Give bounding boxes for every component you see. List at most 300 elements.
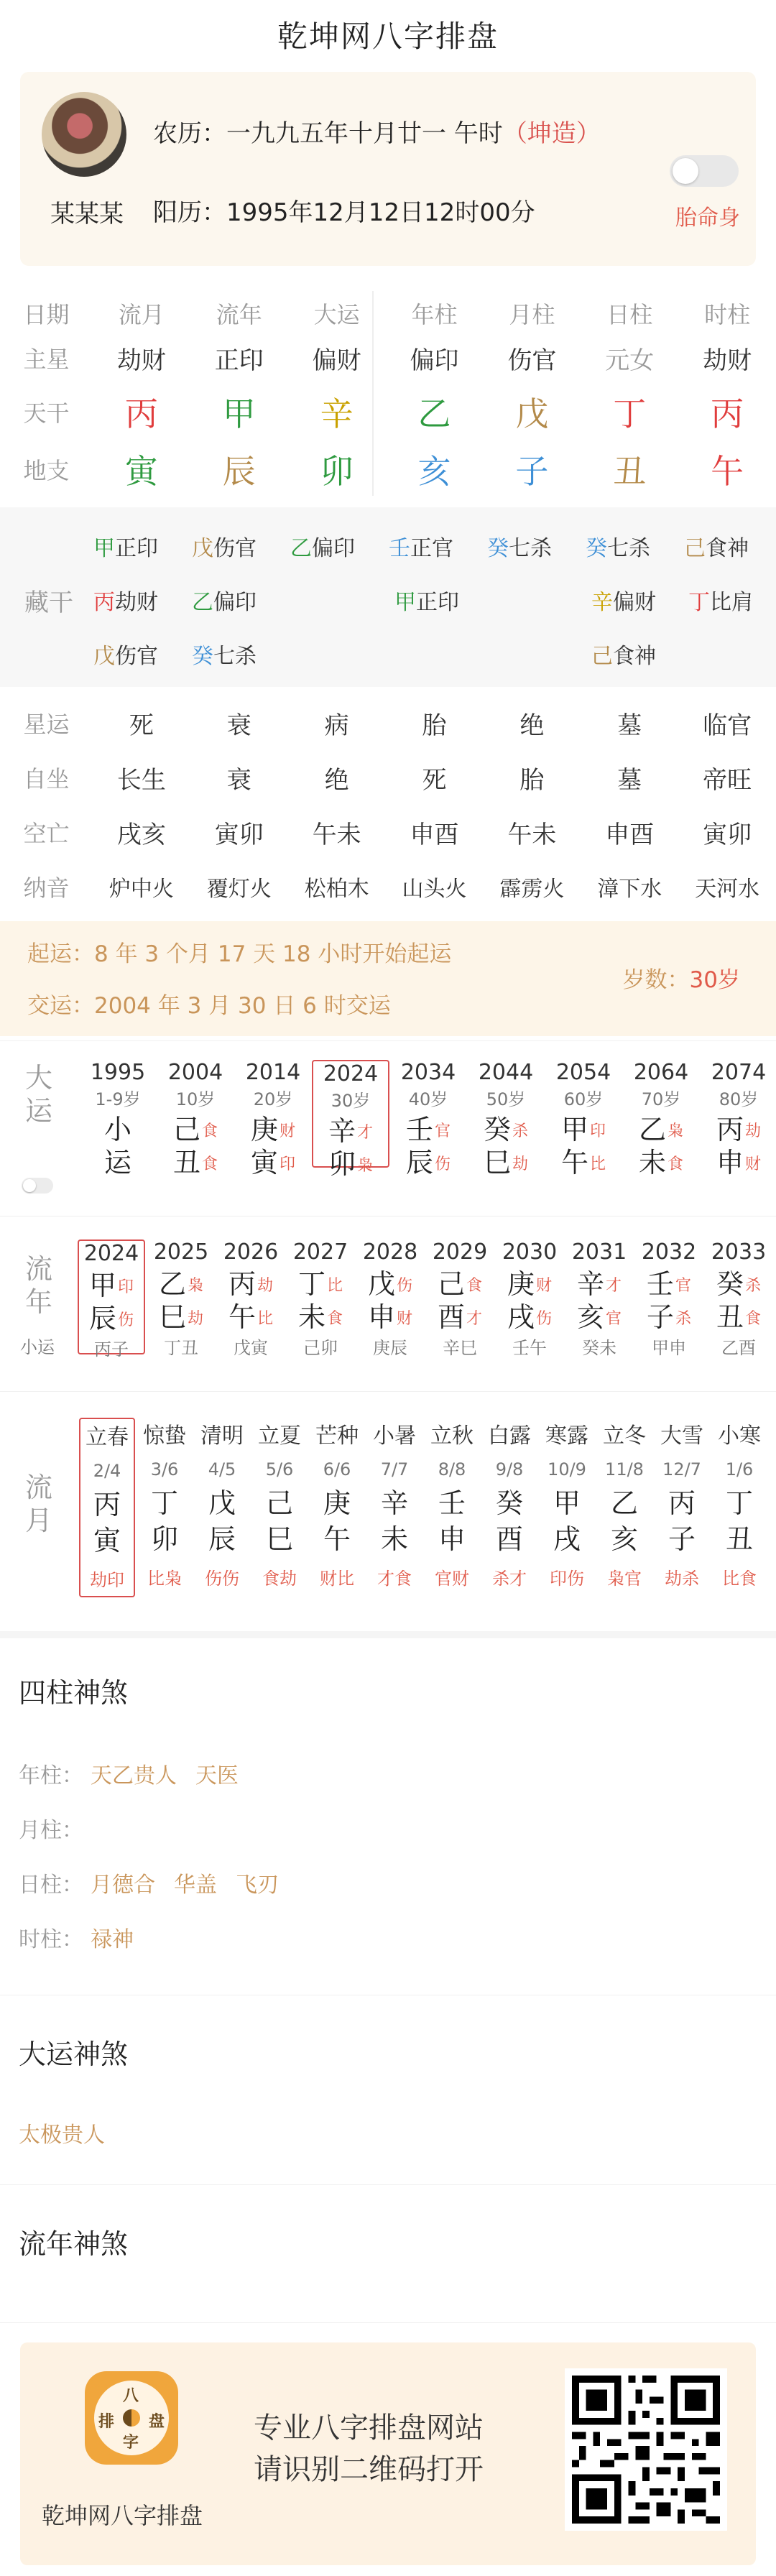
liuyue-label: 流月 [24,1472,52,1536]
dayun-year: 2054 [555,1060,611,1085]
xiaoyun-ganzhi: 壬午 [512,1338,547,1358]
liunian-column[interactable] [705,1239,772,1358]
shishen-tag: 伤 [397,1276,413,1295]
jieqi-date: 12/7 [662,1459,701,1479]
jieqi-name: 芒种 [315,1423,359,1449]
canggan-item: 丙劫财 [93,590,158,615]
dayun-column[interactable] [157,1060,234,1178]
jieqi-date: 5/6 [265,1459,294,1479]
liunian-column[interactable] [426,1239,494,1358]
zhi-char: 午 [560,1147,588,1178]
dayun-column[interactable] [700,1060,776,1178]
shishen-tag: 才 [466,1309,483,1328]
gan-char: 壬 [646,1268,674,1300]
dayun-year: 2014 [245,1060,301,1085]
liuyue-column[interactable] [309,1418,365,1597]
liuyue-zhi: 子 [668,1523,696,1555]
liuyue-column[interactable] [481,1418,537,1597]
liuyue-zhi: 丑 [725,1523,753,1555]
jieqi-name: 立春 [86,1425,129,1450]
xiaoyun-ganzhi: 甲申 [652,1338,686,1358]
liunian-label: 流年 [24,1253,52,1318]
liunian-gan [217,1268,285,1301]
row-label: 星运 [23,711,70,738]
liuyue-column[interactable] [654,1418,710,1597]
liunian-year: 2028 [362,1239,418,1265]
gan-char: 小 [103,1114,131,1145]
zhi-char: 寅 [250,1147,278,1178]
liuyue-shishen: 杀才 [492,1569,527,1589]
dayun-year: 1995 [90,1060,146,1085]
zhi-char: 未 [297,1301,325,1333]
shensha-row: 时柱： 禄神 [19,1927,134,1952]
tiangan-cell: 甲 [222,394,256,433]
liuyue-column[interactable] [194,1418,250,1597]
liuyue-shishen: 劫杀 [665,1569,699,1589]
xingyun-cell: 衰 [226,711,251,740]
jieqi-name: 小寒 [718,1423,761,1449]
app-logo-icon: 八 排 盘 字 [85,2371,178,2465]
xiaoyun-ganzhi: 戊寅 [234,1338,268,1358]
shishen-tag: 才 [357,1123,374,1142]
kongwang-cell: 午未 [507,820,557,849]
dayun-age: 10岁 [175,1089,216,1109]
dizhi-cell: 子 [515,452,549,491]
canggan-item: 戊伤官 [93,644,158,669]
gan-char: 辛 [328,1115,356,1147]
gan-char: 甲 [560,1114,588,1145]
dayun-year: 2074 [711,1060,767,1085]
canggan-item: 癸七杀 [487,536,552,561]
dizhi-cell: 卯 [320,452,354,491]
zhuxing-cell: 劫财 [703,346,752,375]
zhuxing-cell: 偏印 [410,346,459,375]
gan-char: 癸 [716,1268,744,1300]
jieqi-date: 9/8 [495,1459,524,1479]
liunian-column[interactable] [356,1239,424,1358]
liuyue-column[interactable] [79,1418,135,1597]
liuyue-shishen: 比枭 [147,1569,182,1589]
row-label-zhuxing: 主星 [23,346,70,373]
zhi-char: 申 [716,1147,744,1178]
gan-char: 壬 [405,1114,433,1145]
canggan-item: 乙偏印 [192,590,257,615]
row-label: 空亡 [23,820,70,847]
shishen-tag: 食 [466,1276,483,1295]
liuyue-column[interactable] [596,1418,652,1597]
liuyue-zhi: 亥 [610,1523,638,1555]
liunian-zhi [287,1301,354,1334]
zhuxing-cell: 伤官 [507,346,557,375]
liuyue-column[interactable] [424,1418,480,1597]
dayun-age: 80岁 [719,1089,759,1109]
xiaoyun-ganzhi: 辛巳 [443,1338,477,1358]
liunian-gan [635,1268,703,1301]
col-header: 流月 [118,300,165,328]
dayun-zhi [389,1146,467,1179]
page-title: 乾坤网八字排盘 [277,19,499,54]
dayun-gan [700,1113,776,1146]
zizuo-cell: 墓 [617,765,642,795]
dayun-column[interactable] [467,1060,545,1178]
liuyue-zhi: 申 [438,1523,466,1555]
dayun-gan [622,1113,700,1146]
dizhi-cell: 丑 [613,452,647,491]
jiaoyun-text: 交运：2004 年 3 月 30 日 6 时交运 [27,993,391,1019]
liunian-year: 2025 [153,1239,209,1265]
liuyue-gan: 丁 [150,1487,178,1519]
pillars-table [0,293,776,498]
dayun-zhi [467,1146,545,1179]
liuyue-gan: 丙 [93,1489,121,1520]
xingyun-table [0,696,776,914]
liuyue-zhi: 卯 [150,1523,178,1555]
dayun-gan [79,1113,157,1146]
solar-date: 阳历：1995年12月12日12时00分 [153,198,535,227]
dayun-column[interactable] [79,1060,157,1178]
kongwang-cell: 寅卯 [214,820,264,849]
col-header: 日柱 [606,300,653,328]
liuyue-zhi: 巳 [265,1523,293,1555]
tiangan-cell: 丁 [613,394,647,433]
gan-char: 庚 [507,1268,535,1300]
zhi-char: 丑 [716,1301,744,1333]
liunian-zhi [705,1301,772,1334]
dayun-toggle[interactable] [22,1178,53,1194]
dayun-section [0,1040,776,1213]
gan-char: 丙 [228,1268,256,1300]
liunian-year: 2024 [83,1241,139,1266]
jieqi-name: 白露 [488,1423,531,1449]
shishen-tag: 官 [675,1276,692,1295]
liunian-gan [705,1268,772,1301]
dayun-gan [389,1113,467,1146]
liuyue-gan: 壬 [438,1487,466,1519]
dayun-column[interactable] [234,1060,312,1178]
dizhi-row [0,440,776,498]
canggan-item: 甲正印 [93,536,158,561]
gan-char: 己 [172,1114,200,1145]
shishen-tag: 枭 [668,1122,684,1140]
liunian-gan [426,1268,494,1301]
qr-code-icon[interactable] [565,2368,727,2531]
liunian-column[interactable] [496,1239,563,1358]
jieqi-date: 4/5 [208,1459,236,1479]
xingyun-cell: 墓 [617,711,642,740]
zhi-char: 卯 [328,1148,356,1180]
jieqi-date: 2/4 [93,1461,121,1481]
taiming-label: 胎命身 [675,206,740,231]
tiangan-cell: 戊 [515,394,549,433]
gan-char: 乙 [638,1114,666,1145]
liuyue-gan: 癸 [495,1487,523,1519]
xingyun-cell: 死 [129,711,154,740]
xiaoyun-ganzhi: 庚辰 [373,1338,407,1358]
dayun-age: 40岁 [408,1089,448,1109]
canggan-item: 丁比肩 [688,590,753,615]
nayin-cell: 霹雳火 [499,877,565,902]
dayun-year: 2004 [167,1060,223,1085]
zizuo-cell: 长生 [116,765,166,795]
dayun-zhi [622,1146,700,1179]
gan-char: 戊 [367,1268,395,1300]
liunian-gan [147,1268,215,1301]
zizuo-cell: 绝 [324,765,349,795]
shishen-tag: 财 [397,1309,413,1328]
shishen-tag: 印 [118,1278,134,1296]
liunian-column[interactable] [635,1239,703,1358]
zizuo-cell: 衰 [226,765,251,795]
liunian-zhi [565,1301,633,1334]
xingyun-cell: 临官 [703,711,752,740]
liunian-gan [287,1268,354,1301]
dayun-column[interactable] [545,1060,622,1178]
canggan-item: 癸七杀 [192,644,257,669]
shishen-tag: 财 [536,1276,553,1295]
dayun-column[interactable] [312,1060,389,1180]
avatar[interactable] [42,92,126,177]
user-name: 某某某 [50,200,124,228]
xiaoyun-ganzhi: 丁丑 [164,1338,198,1358]
row-label-dizhi: 地支 [23,457,70,484]
spacer [0,1631,776,1638]
xingyun-row [0,696,776,750]
shishen-tag: 劫 [188,1309,204,1328]
shensha-row: 月柱： [19,1818,83,1843]
liunian-zhi [635,1301,703,1334]
shishen-tag: 杀 [675,1309,692,1328]
shishen-tag: 枭 [357,1156,374,1175]
shishen-tag: 食 [202,1155,218,1173]
kongwang-cell: 寅卯 [703,820,752,849]
tiangan-cell: 辛 [320,394,354,433]
zhi-char: 申 [367,1301,395,1333]
profile-card [20,72,756,266]
shishen-tag: 伤 [435,1155,451,1173]
dayun-shensha-title: 大运神煞 [19,2032,128,2072]
shishen-tag: 比 [590,1155,606,1173]
liunian-year: 2031 [571,1239,627,1265]
kongwang-cell: 戌亥 [116,820,166,849]
liuyue-zhi: 辰 [208,1523,236,1555]
liuyue-zhi: 戌 [553,1523,581,1555]
gender-tag: （坤造） [502,119,601,148]
liunian-shensha-title: 流年神煞 [19,2222,128,2261]
liunian-column[interactable] [217,1239,285,1358]
jieqi-name: 寒露 [545,1423,588,1449]
gan-char: 丁 [297,1268,325,1300]
qiyun-text: 起运：8 年 3 个月 17 天 18 小时开始起运 [27,941,452,967]
nayin-cell: 松柏木 [304,877,369,902]
liunian-column[interactable] [147,1239,215,1358]
dayun-zhi [700,1146,776,1179]
liunian-column[interactable] [565,1239,633,1358]
liuyue-zhi: 未 [380,1523,408,1555]
nayin-cell: 漳下水 [597,877,662,902]
dayun-year: 2034 [400,1060,456,1085]
shishen-tag: 印 [590,1122,606,1140]
kongwang-cell: 午未 [312,820,361,849]
taiming-toggle[interactable] [670,155,739,187]
liunian-zhi [79,1302,144,1335]
gan-char: 甲 [88,1270,116,1301]
shishen-tag: 食 [668,1155,684,1173]
jieqi-date: 11/8 [605,1459,644,1479]
tiangan-cell: 丙 [711,394,744,433]
dayun-age: 70岁 [641,1089,681,1109]
liuyue-shishen: 枭官 [607,1569,642,1589]
liuyue-zhi: 午 [323,1523,351,1555]
dayun-zhi [234,1146,312,1179]
dayun-year: 2064 [633,1060,689,1085]
liuyue-shishen: 比食 [722,1569,757,1589]
footer-banner [20,2342,756,2565]
shishen-tag: 印 [280,1155,296,1173]
qiyun-banner [0,921,776,1036]
liunian-zhi [496,1301,563,1334]
liuyue-shishen: 印伤 [550,1569,584,1589]
jieqi-date: 3/6 [150,1459,179,1479]
row-label: 自坐 [23,765,70,793]
col-header: 月柱 [509,300,555,328]
xingyun-cell: 病 [324,711,349,740]
liuyue-gan: 庚 [323,1487,351,1519]
liuyue-column[interactable] [366,1418,422,1597]
jieqi-date: 1/6 [725,1459,754,1479]
zhi-char: 丑 [172,1147,200,1178]
gan-char: 庚 [250,1114,278,1145]
zizuo-row [0,750,776,805]
liuyue-zhi: 寅 [93,1525,121,1556]
shishen-tag: 杀 [512,1122,529,1140]
xiaoyun-ganzhi: 乙酉 [721,1338,756,1358]
tiangan-cell: 丙 [124,394,158,433]
lunar-date: 农历：一九九五年十月廿一 午时（坤造） [153,119,601,148]
xingyun-cell: 绝 [519,711,545,740]
tiangan-cell: 乙 [417,394,451,433]
nayin-row [0,859,776,914]
dayun-column[interactable] [622,1060,700,1178]
gan-char: 乙 [158,1268,186,1300]
liuyue-column[interactable] [137,1418,193,1597]
dayun-column[interactable] [389,1060,467,1178]
liuyue-section [0,1391,776,1628]
liunian-year: 2032 [641,1239,697,1265]
zhuxing-cell: 元女 [605,346,655,375]
dayun-age: 60岁 [563,1089,604,1109]
col-header: 流年 [216,300,262,328]
nayin-cell: 炉中火 [108,877,174,902]
liuyue-gan: 己 [265,1487,293,1519]
jieqi-name: 立秋 [430,1423,474,1449]
canggan-item: 壬正官 [389,536,453,561]
liunian-gan [356,1268,424,1301]
shensha-row: 日柱： 月德合 华盖 飞刃 [19,1873,279,1898]
xiaoyun-ganzhi: 癸未 [582,1338,616,1358]
zhuxing-row [0,333,776,383]
shishen-tag: 食 [202,1122,218,1140]
zhi-char: 运 [103,1147,131,1178]
dayun-zhi [157,1146,234,1179]
col-header: 时柱 [704,300,751,328]
zhi-char: 亥 [576,1301,604,1333]
header-row [0,293,776,333]
zhuxing-cell: 正印 [214,346,264,375]
liunian-zhi [217,1301,285,1334]
dayun-gan [545,1113,622,1146]
liuyue-column[interactable] [251,1418,308,1597]
canggan-item: 甲正印 [394,590,459,615]
canggan-item: 癸七杀 [586,536,650,561]
zhuxing-cell: 偏财 [312,346,361,375]
liuyue-shishen: 财比 [320,1569,354,1589]
jieqi-name: 惊蛰 [143,1423,186,1449]
canggan-item: 戊伤官 [192,536,257,561]
xingyun-cell: 胎 [422,711,447,740]
liuyue-column[interactable] [539,1418,595,1597]
zhi-char: 辰 [88,1303,116,1334]
kongwang-cell: 申酉 [410,820,459,849]
jieqi-name: 小暑 [373,1423,416,1449]
dayun-gan [234,1113,312,1146]
liunian-column[interactable] [78,1239,145,1359]
jieqi-name: 立夏 [258,1423,301,1449]
liuyue-gan: 乙 [610,1487,638,1519]
liunian-year: 2030 [502,1239,558,1265]
canggan-item: 乙偏印 [290,536,355,561]
jieqi-name: 立冬 [603,1423,646,1449]
jieqi-date: 7/7 [380,1459,409,1479]
liunian-year: 2033 [711,1239,767,1265]
liunian-section [0,1216,776,1388]
shishen-tag: 比 [327,1276,343,1295]
dayun-zhi [79,1146,157,1179]
shishen-tag: 枭 [188,1276,204,1295]
shensha-row: 年柱： 天乙贵人 天医 [19,1763,239,1788]
nayin-cell: 天河水 [695,877,760,902]
dayun-zhi [313,1148,388,1181]
liuyue-gan: 戊 [208,1487,236,1519]
liunian-gan [79,1269,144,1302]
age-text: 岁数：30岁 [622,967,740,993]
liuyue-column[interactable] [711,1418,767,1597]
liunian-column[interactable] [287,1239,354,1358]
liunian-year: 2026 [223,1239,279,1265]
nayin-cell: 覆灯火 [206,877,272,902]
divider [0,2184,776,2185]
jieqi-date: 10/9 [548,1459,586,1479]
xiaoyun-ganzhi: 己卯 [303,1338,338,1358]
dizhi-cell: 午 [711,452,744,491]
gan-char: 辛 [576,1268,604,1300]
liuyue-zhi: 酉 [495,1523,523,1555]
dayun-shensha-row: 太极贵人 [19,2123,105,2148]
dizhi-cell: 辰 [222,452,256,491]
zhi-char: 子 [646,1301,674,1333]
liuyue-gan: 丁 [725,1487,753,1519]
footer-app-name: 乾坤网八字排盘 [42,2502,203,2529]
liunian-year: 2029 [432,1239,488,1265]
dayun-year: 2024 [323,1061,379,1086]
jieqi-name: 清明 [200,1423,244,1449]
zhi-char: 未 [638,1147,666,1178]
kongwang-cell: 申酉 [605,820,655,849]
xiaoyun-ganzhi: 丙子 [94,1339,129,1359]
zhi-char: 午 [228,1301,256,1333]
gan-char: 癸 [483,1114,511,1145]
tiangan-row [0,383,776,440]
dayun-gan [313,1114,388,1148]
